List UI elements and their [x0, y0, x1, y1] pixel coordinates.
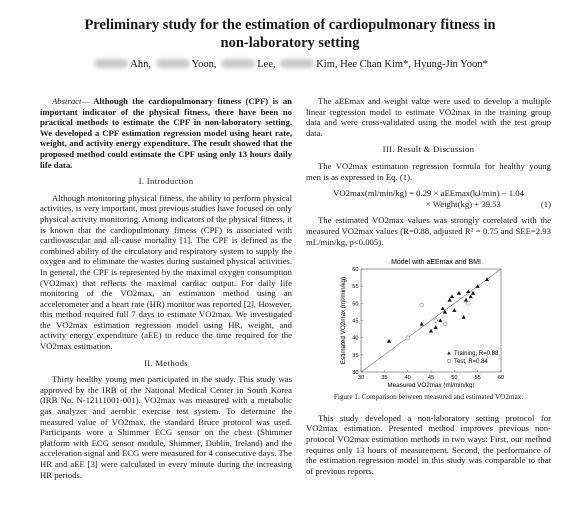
redacted-name — [221, 59, 255, 68]
methods-paragraph: Thirty healthy young men participated in the study. This study was approved by the IRB of the National Medical Center in South Korea (IRB No. N-12111001-001). VO2max was measured with a metabolic gas analyzer and aerobic exercise test system. To determine the measured value of VO2max, the standard Bruce protocol was used. Participants wore a Shimmer ECG sensor on the chest (Shimmer platform with ECG sensor module, Shimmer, Dublin, Ireland) and the acceleration signal and ECG were measured for 4 consecutive days. The HR and aEE [3] were calculated in every minute during the increasing HR periods. — [40, 374, 292, 480]
training-point — [429, 329, 433, 333]
training-point — [476, 284, 480, 288]
x-tick-label: 40 — [404, 375, 411, 382]
author-1: Ahn, — [130, 59, 152, 70]
training-point — [466, 289, 470, 293]
chart-title: Model with aEEmax and BMI — [391, 259, 481, 267]
section-heading-methods: II. Methods — [144, 357, 188, 368]
legend-test-label: Test, R=0.84 — [454, 359, 488, 366]
x-tick-label: 35 — [381, 375, 388, 382]
scatter-chart — [306, 253, 551, 388]
legend-training-label: Training, R=0.88 — [454, 351, 499, 358]
training-point — [462, 315, 466, 319]
training-point — [464, 298, 468, 302]
y-tick-label: 30 — [352, 370, 359, 377]
author-line — [20, 58, 560, 71]
training-point — [420, 322, 424, 326]
y-tick-label: 40 — [352, 335, 359, 342]
x-tick-label: 55 — [474, 375, 481, 382]
model-paragraph: The aEEmax and weight value were used to develop a multiple linear regression model to estimate VO2max in the training group data and were cross-validated using the model with the test group data. — [306, 96, 551, 138]
figure-caption: Figure 1. Comparison between measured and estimated VO2max. — [333, 393, 524, 402]
training-point — [469, 294, 473, 298]
equation-line-2-text: × Weight(kg) + 39.53 — [425, 198, 501, 209]
y-tick-label: 60 — [352, 267, 359, 274]
title-line-1: Preliminary study for the estimation of cardiopulmonary fitness in — [84, 17, 496, 33]
legend-test-marker — [447, 359, 450, 362]
redacted-name — [156, 59, 190, 68]
x-axis-ticks — [358, 370, 504, 381]
redacted-name — [94, 59, 128, 68]
paper-title — [20, 16, 560, 52]
y-axis-ticks — [352, 267, 363, 376]
data-points — [387, 277, 489, 343]
abstract-text: Although the cardiopulmonary fitness (CPF) is an important indicator of the physical fitness, there have been no practical methods to estimate the CPF in non-laboratory setting. We developed a CPF estimation regression model using heart rate, weight, and activity energy expenditure. The result showed that the proposed method could estimate the CPF using only 13 hours daily life data. — [40, 96, 292, 170]
conclusion-paragraph: This study developed a non-laboratory setting protocol for VO2max estimation. Presented method improves previous non-protocol VO2max estimation methods in two ways: First, our method requires only 13 hours of measurement. Second, the performance of the estimation regression model in this study was comparable to that of previous reports. — [306, 412, 551, 476]
y-axis-label: Estimated VO2max (ml/min/kg) — [340, 277, 347, 365]
test-point — [443, 322, 447, 326]
training-point — [457, 291, 461, 295]
redacted-name — [280, 59, 314, 68]
abstract-lead: Abstract— — [52, 96, 90, 106]
equation-line-2 — [306, 199, 551, 210]
training-point — [452, 308, 456, 312]
author-4: Kim, Hee Chan Kim*, Hyung-Jin Yoon* — [316, 59, 488, 70]
y-tick-label: 50 — [352, 301, 359, 308]
test-point — [434, 319, 438, 323]
training-point — [387, 339, 391, 343]
y-tick-label: 35 — [352, 352, 359, 359]
chart-legend — [447, 351, 499, 365]
test-point — [420, 303, 424, 307]
training-point — [471, 291, 475, 295]
training-point — [438, 319, 442, 323]
training-point — [443, 310, 447, 314]
x-tick-label: 60 — [497, 375, 505, 382]
section-heading-introduction: I. Introduction — [138, 176, 194, 187]
equation-line-1: VO2max(ml/min/kg) = 0.29 × aEEmax(kJ/min) − 1.04 — [333, 188, 524, 199]
results-paragraph-2: The estimated VO2max values was strongly correlated with the measured VO2max values (R=0.88, adjusted R² = 0.75 and SEE=2.93 mL/min/kg, p<0.005). — [306, 215, 551, 247]
test-point — [406, 336, 410, 340]
x-tick-label: 30 — [357, 375, 365, 382]
introduction-paragraph: Although monitoring physical fitness, the ability to perform physical activities, is very important, most previous studies have focused on only physical activity monitoring. Among indicators of the physical fitness, it is known that the cardiopulmonary fitness (CPF) is associated with cardiovascular and all-cause mortality [1]. The CPF is defined as the combined ability of the circulatory and respiratory system to supply the oxygen and to eliminate the wastes during sustained physical activities. In general, the CPF is represented by the maximal oxygen consumption (VO2max) that reflects the maximal cardiac output. For daily life monitoring of the VO2max, an estimation method using an accelerometer and a heart rate (HR) monitor was reported [2]. However, this method required full 7 days to estimate VO2max. We investigated the VO2max estimation regression model using HR, weight, and activity energy expenditure (aEE) to reduce the time required for the VO2max estimation. — [40, 192, 292, 352]
author-3: Lee, — [257, 59, 276, 70]
training-point — [441, 307, 445, 311]
results-paragraph-1: The VO2max estimation regression formula for healthy young men is as expressed in Eq. (1). — [306, 160, 551, 182]
abstract — [40, 96, 292, 170]
test-point — [466, 302, 470, 306]
x-tick-label: 45 — [427, 375, 435, 382]
right-column — [306, 96, 551, 482]
equation-1 — [306, 188, 551, 209]
y-tick-label: 55 — [352, 284, 359, 291]
legend-training-marker — [447, 351, 451, 354]
x-axis-label: Measured VO2max (ml/min/kg) — [387, 382, 475, 389]
left-column — [40, 96, 292, 486]
section-heading-results: III. Result & Discussion — [382, 144, 475, 155]
equation-number: (1) — [540, 198, 551, 209]
x-tick-label: 50 — [451, 375, 458, 382]
author-2: Yoon, — [191, 59, 217, 70]
training-point — [485, 277, 489, 281]
title-line-2: non-laboratory setting — [220, 35, 360, 51]
training-point — [434, 325, 438, 329]
training-point — [450, 294, 454, 298]
y-tick-label: 45 — [352, 318, 359, 325]
training-point — [448, 298, 452, 302]
